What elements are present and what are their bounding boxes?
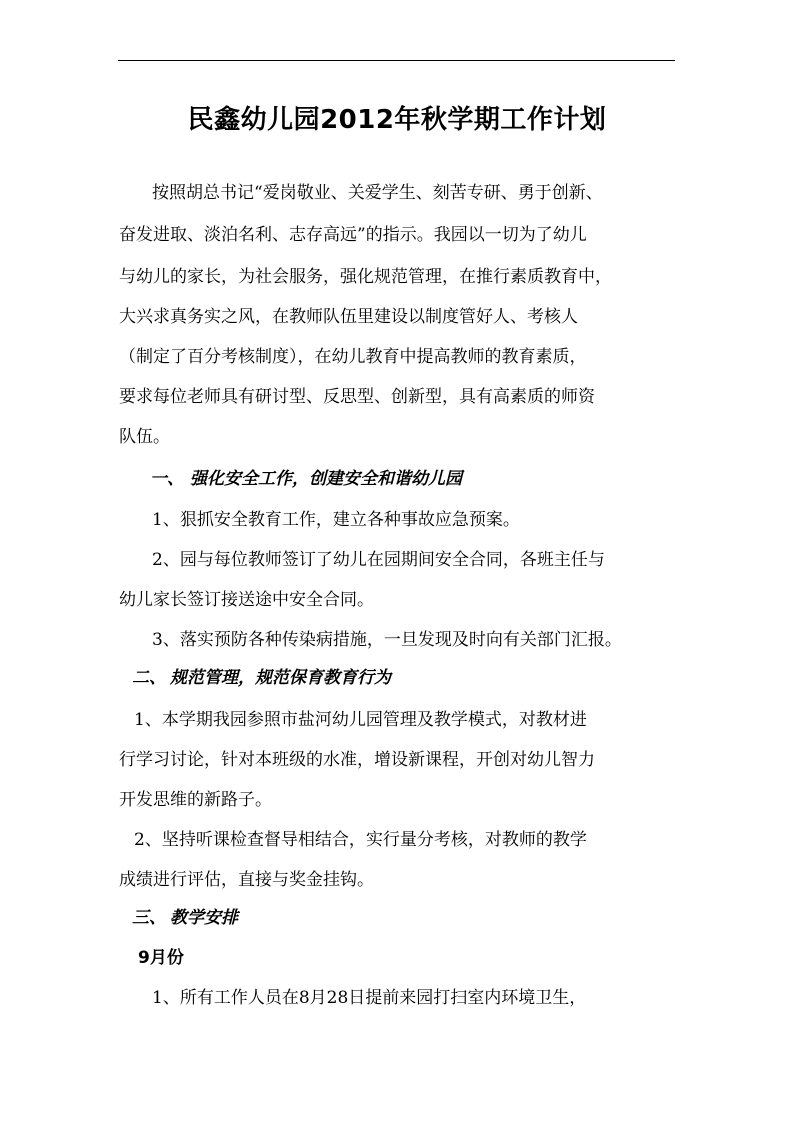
- intro-line-5: （制定了百分考核制度），在幼儿教育中提高教师的教育素质，: [119, 347, 587, 367]
- section1-heading: 强化安全工作，创建安全和谐幼儿园: [190, 469, 462, 489]
- section3-heading: 教学安排: [170, 908, 238, 928]
- section2-item-1-cont-2: 开发思维的新路子。: [119, 790, 272, 810]
- intro-line-2: 奋发进取、淡泊名利、志存高远”的指示。我园以一切为了幼儿: [119, 225, 587, 245]
- section2-item-1-cont-1: 行学习讨论，针对本班级的水准，增设新课程，开创对幼儿智力: [119, 750, 595, 770]
- document-title: 民鑫幼儿园2012年秋学期工作计划: [187, 105, 607, 135]
- intro-line-4: 大兴求真务实之风，在教师队伍里建设以制度管好人、考核人: [119, 307, 578, 327]
- section3-item-1: 1、所有工作人员在8月28日提前来园打扫室内环境卫生，: [152, 988, 587, 1008]
- section1-number: 一、: [150, 469, 184, 489]
- section1-item-2-cont: 幼儿家长签订接送途中安全合同。: [119, 590, 374, 610]
- month-heading: 9月份: [138, 948, 184, 968]
- intro-line-7: 队伍。: [119, 427, 170, 447]
- intro-line-1: 按照胡总书记“爱岗敬业、关爱学生、刻苦专研、勇于创新、: [152, 183, 603, 203]
- section2-item-2: 2、坚持听课检查督导相结合，实行量分考核，对教师的教学: [134, 830, 587, 850]
- section2-item-1: 1、本学期我园参照市盐河幼儿园管理及教学模式，对教材进: [134, 710, 587, 730]
- section2-item-2-cont: 成绩进行评估，直接与奖金挂钩。: [119, 870, 374, 890]
- section1-item-1: 1、狠抓安全教育工作，建立各种事故应急预案。: [152, 510, 520, 530]
- intro-line-3: 与幼儿的家长，为社会服务，强化规范管理，在推行素质教育中，: [119, 267, 612, 287]
- intro-line-6: 要求每位老师具有研讨型、反思型、创新型，具有高素质的师资: [119, 387, 595, 407]
- section2-heading: 规范管理，规范保育教育行为: [170, 668, 391, 688]
- section1-item-3: 3、落实预防各种传染病措施，一旦发现及时向有关部门汇报。: [152, 630, 622, 650]
- section3-number: 三、: [132, 908, 166, 928]
- header-rule: [118, 60, 675, 61]
- section2-number: 二、: [132, 668, 166, 688]
- section1-item-2: 2、园与每位教师签订了幼儿在园期间安全合同，各班主任与: [152, 550, 605, 570]
